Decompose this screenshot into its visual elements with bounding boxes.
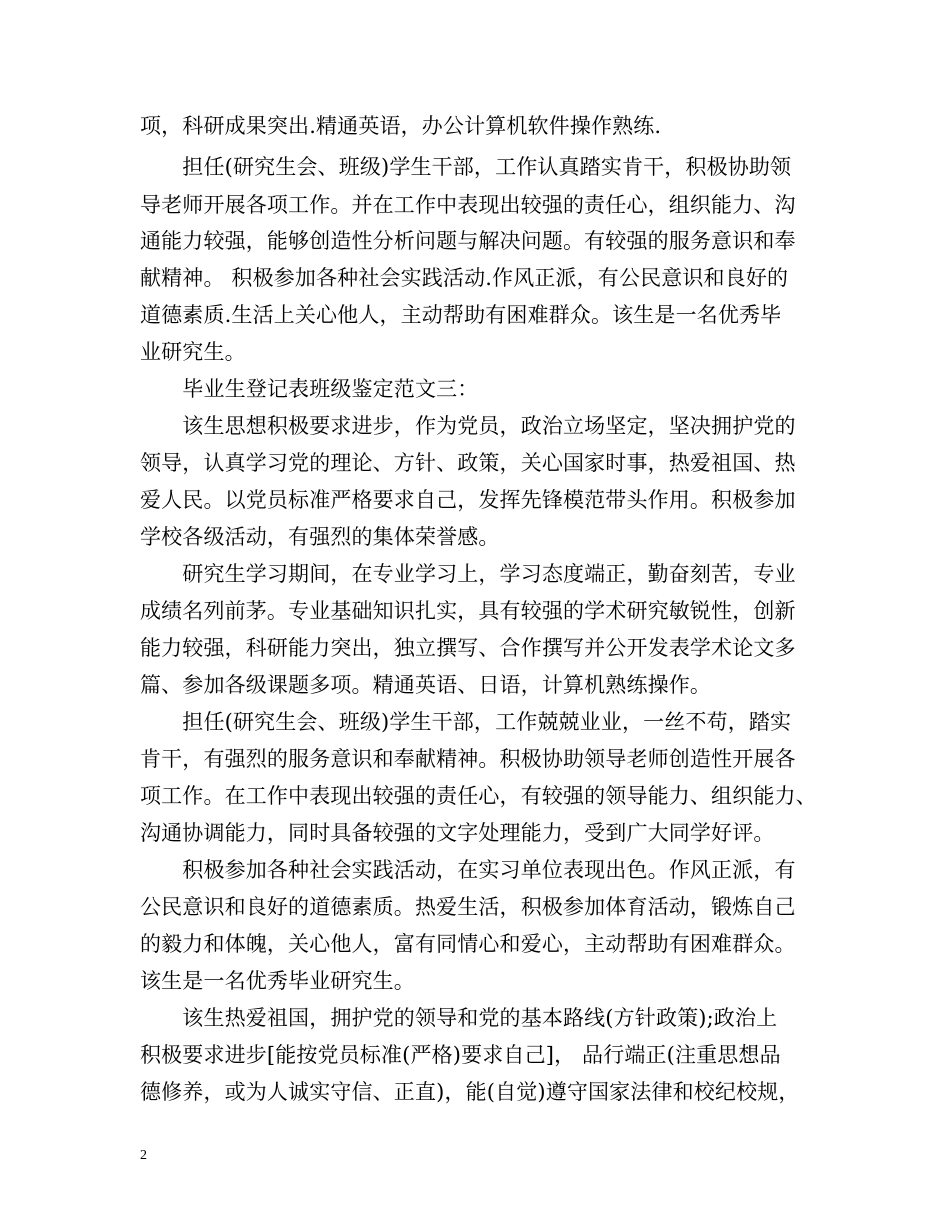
text-line: 该生是一名优秀毕业研究生。 [140, 969, 415, 993]
text-line: 担任(研究生会、班级)学生干部，工作兢兢业业，一丝不苟，踏实 [140, 710, 792, 734]
page-number: 2 [140, 1148, 147, 1163]
text-line: 通能力较强，能够创造性分析问题与解决问题。有较强的服务意识和奉 [140, 229, 796, 253]
text-line: 该生热爱祖国，拥护党的领导和党的基本路线(方针政策);政治上 [140, 1006, 778, 1030]
text-line: 德修养，或为人诚实守信、正直)，能(自觉)遵守国家法律和校纪校规， [140, 1080, 800, 1104]
text-line: 公民意识和良好的道德素质。热爱生活，积极参加体育活动，锻炼自己 [140, 895, 796, 919]
text-line: 献精神。 积极参加各种社会实践活动.作风正派，有公民意识和良好的 [140, 266, 789, 290]
text-line: 学校各级活动，有强烈的集体荣誉感。 [140, 525, 500, 549]
text-line: 导老师开展各项工作。并在工作中表现出较强的责任心，组织能力、沟 [140, 193, 796, 217]
text-line: 沟通协调能力，同时具备较强的文字处理能力，受到广大同学好评。 [140, 821, 775, 845]
text-line: 研究生学习期间，在专业学习上，学习态度端正，勤奋刻苦，专业 [140, 562, 796, 586]
text-line: 项工作。在工作中表现出较强的责任心，有较强的领导能力、组织能力、 [140, 784, 817, 808]
text-line: 积极参加各种社会实践活动，在实习单位表现出色。作风正派，有 [140, 858, 796, 882]
text-line: 积极要求进步[能按党员标准(严格)要求自己]， 品行端正(注重思想品 [140, 1043, 781, 1067]
text-line: 担任(研究生会、班级)学生干部，工作认真踏实肯干，积极协助领 [140, 155, 792, 179]
text-line: 业研究生。 [140, 340, 246, 364]
text-line: 篇、参加各级课题多项。精通英语、日语，计算机熟练操作。 [140, 673, 712, 697]
text-line: 道德素质.生活上关心他人，主动帮助有困难群众。该生是一名优秀毕 [140, 303, 782, 327]
text-line: 项，科研成果突出.精通英语，办公计算机软件操作熟练. [140, 114, 662, 138]
text-line: 毕业生登记表班级鉴定范文三： [140, 377, 479, 401]
text-line: 肯干，有强烈的服务意识和奉献精神。积极协助领导老师创造性开展各 [140, 747, 796, 771]
text-line: 领导，认真学习党的理论、方针、政策，关心国家时事，热爱祖国、热 [140, 451, 796, 475]
text-line: 能力较强，科研能力突出，独立撰写、合作撰写并公开发表学术论文多 [140, 636, 796, 660]
text-line: 该生思想积极要求进步，作为党员，政治立场坚定，坚决拥护党的 [140, 414, 796, 438]
text-line: 成绩名列前茅。专业基础知识扎实，具有较强的学术研究敏锐性，创新 [140, 599, 796, 623]
text-line: 爱人民。以党员标准严格要求自己，发挥先锋模范带头作用。积极参加 [140, 488, 796, 512]
text-line: 的毅力和体魄，关心他人，富有同情心和爱心，主动帮助有困难群众。 [140, 932, 796, 956]
